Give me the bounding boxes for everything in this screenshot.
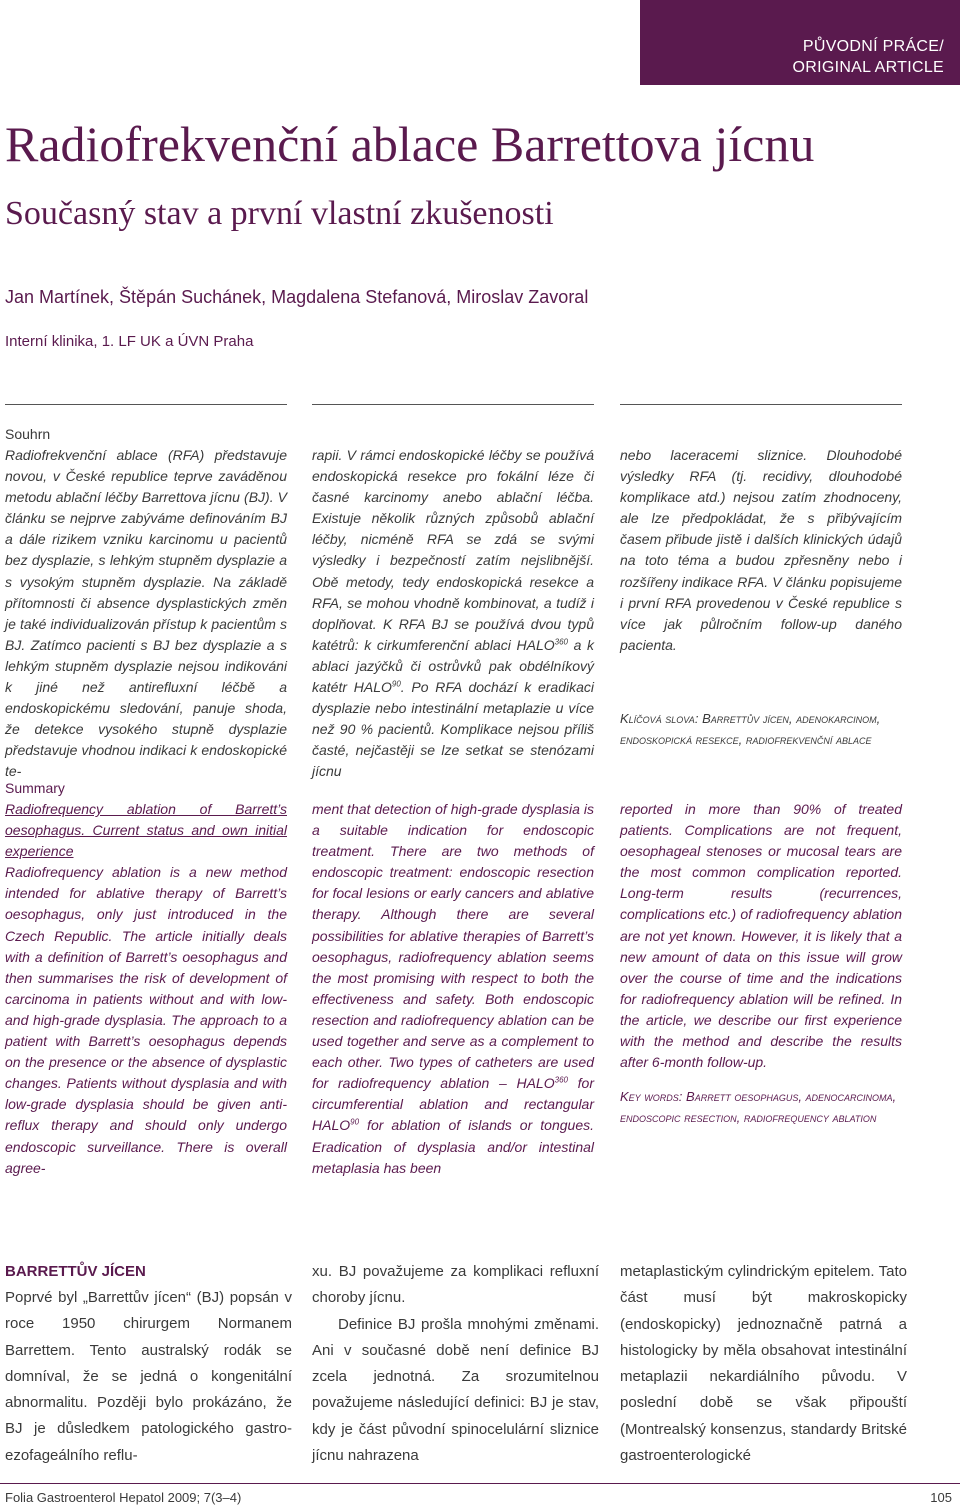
page-footer (0, 1483, 960, 1507)
article-title: Radiofrekvenční ablace Barrettova jícnu (5, 116, 815, 172)
cz-abstract-text-1: Radiofrekvenční ablace (RFA) představuje novou, v České republice teprve zaváděnou metodu ablační léčby Barrettova jícnu (BJ). V článku se nejprve zabýváme definováním BJ a dále rizikem vzniku karcinomu u pacientů bez dysplazie, s lehkým stupněm dysplazie a s vysokým stupněm dysplazie. Na základě přítomnosti či absence dysplastických změn je také individualizován přístup k pacientům s BJ. Zatímco pacienti s BJ bez dysplazie a s lehkým stupněm dysplazie nejsou indikováni k jiné než antirefluxní léčbě a endoskopickému sledování, panuje shoda, že detekce vysokého stupně dysplazie představuje vhodnou indikaci k endoskopické te- (5, 447, 287, 780)
en-keywords-label: Key words: (620, 1089, 683, 1105)
article-type-badge (640, 0, 960, 85)
en-abstract-col-3 (620, 799, 902, 1128)
en-abstract-col-2 (312, 799, 594, 1179)
cz-abstract-heading: Souhrn (5, 426, 51, 442)
column-rule-3 (620, 404, 902, 405)
cz-keywords-list: Barrettův jícen, adenokarcinom, endoskopická resekce, radiofrekvenční ablace (620, 710, 881, 747)
en-abstract-heading: Summary (5, 780, 65, 796)
en-abstract-text-3: reported in more than 90% of treated patients. Complications are not frequent, oesophageal stenoses or mucosal tears are the most common complication reported. Long-term results (recurrences, complications etc.) of radiofrequency ablation are not yet known. However, it is likely that a new amount of data on this issue will grow over the course of time and the indications for radiofrequency ablation will be refined. In the article, we describe our first experience with the method and describe the results after 6-month follow-up. (620, 801, 902, 1071)
body-text-3: metaplastickým cylindrickým epitelem. Tato část musí být makroskopicky (endoskopicky) jednoznačně patrná a histologicky by měla obsahovat intestinální metaplazii nekardiálního původu. V poslední době se však připouští (Montrealský konsenzus, standardy Britské gastroenterologické (620, 1263, 907, 1465)
column-rule-1 (5, 404, 287, 405)
cz-keywords (620, 708, 902, 750)
cz-abstract-text-2: rapii. V rámci endoskopické léčby se používá endoskopická resekce pro fokální léze či časné karcinomy anebo ablační léčba. Existuje několik různých způsobů ablační léčby, nicméně RFA se zdá se svými výsledky i bezpečností zatím nejslibnější. Obě metody, tedy endoskopická resekce a RFA, se mohou vhodně kombinovat, a tudíž i doplňovat. K RFA BJ se používá dvou typů katétrů: k cirkumferenční ablaci HALO$^{360}$ a k ablaci jazýčků či ostrůvků pak obdélníkový katétr HALO$^{90}$. Po RFA dochází k eradikaci dysplazie nebo intestinální metaplazie u více než 90 % pacientů. Komplikace nejsou příliš časté, nejčastěji se lze setkat se stenózami jícnu (312, 447, 595, 780)
journal-citation: Folia Gastroenterol Hepatol 2009; 7(3–4) (5, 1490, 242, 1505)
cz-abstract-col-2 (312, 445, 594, 783)
section-heading: BARRETTŮV JÍCEN (5, 1263, 146, 1280)
en-abstract-title: Radiofrequency ablation of Barrett’s oesophagus. Current status and own initial experience (5, 801, 287, 860)
body-col-1 (5, 1259, 292, 1469)
column-rule-2 (312, 404, 594, 405)
en-abstract-text-2: ment that detection of high-grade dysplasia is a suitable indication for endoscopic treatment. There are two methods of endoscopic treatment: endoscopic resection for focal lesions or early cancers and ablative therapy. Although there are several possibilities for ablative therapies of Barrett’s oesophagus, radiofrequency ablation seems the most promising with respect to both the effectiveness and safety. Both endoscopic resection and radiofrequency ablation can be used together and serve as a complement to each other. Two types of catheters are used for radiofrequency ablation – HALO$^{360}$ for circumferential ablation and rectangular HALO$^{90}$ for ablation of islands or tongues. Eradication of dysplasia and/or intestinal metaplasia has been (312, 801, 594, 1176)
en-keywords-list: Barrett oesophagus, adenocarcinoma, endoscopic resection, radiofrequency ablation (620, 1089, 897, 1126)
en-abstract-col-1 (5, 778, 287, 1179)
body-text-1: Poprvé byl „Barrettův jícen“ (BJ) popsán v roce 1950 chirurgem Normanem Barrettem. Tento australský rodák se domníval, že se jedná o kongenitální abnormalitu. Později bylo prokázáno, že BJ je důsledkem patologického gastro-ezofageálního reflu- (5, 1289, 292, 1464)
author-list: Jan Martínek, Štěpán Suchánek, Magdalena Stefanová, Miroslav Zavoral (5, 287, 589, 307)
article-type-line-1: PŮVODNÍ PRÁCE/ (802, 38, 944, 55)
body-col-2 (312, 1259, 599, 1469)
en-abstract-text-1: Radiofrequency ablation is a new method intended for ablative therapy of Barrett’s oesophagus, only just introduced in the Czech Republic. The article initially deals with a definition of Barrett’s oesophagus and then summarises the risk of development of carcinoma in patients without and with low- and high-grade dysplasia. The approach to a patient with Barrett’s oesophagus depends on the presence or the absence of dysplastic changes. Patients without dysplasia and with low-grade dysplasia should be given anti-reflux therapy and should only undergo endoscopic surveillance. There is overall agree- (5, 864, 287, 1176)
body-text-2a: xu. BJ považujeme za komplikaci refluxní choroby jícnu. (312, 1263, 599, 1307)
cz-keywords-label: Klíčová slova: (620, 710, 699, 726)
body-col-3 (620, 1259, 907, 1469)
page-number: 105 (930, 1490, 952, 1505)
cz-abstract-col-3 (620, 445, 902, 750)
cz-abstract-col-1 (5, 424, 287, 783)
article-subtitle: Současný stav a první vlastní zkušenosti (5, 195, 554, 232)
affiliation: Interní klinika, 1. LF UK a ÚVN Praha (5, 333, 254, 350)
en-keywords (620, 1086, 902, 1128)
article-type-line-2: ORIGINAL ARTICLE (792, 59, 944, 76)
cz-abstract-text-3: nebo laceracemi sliznice. Dlouhodobé výsledky RFA (tj. recidivy, dlouhodobé komplikace atd.) nejsou zatím zhodnoceny, ale lze předpokládat, že s přibývajícím časem přibude jistě i dalších klinických údajů na toto téma a budou zpřesněny nebo i rozšířeny indikace RFA. V článku popisujeme i první RFA provedenou v České republice s více jak půlročním follow-up daného pacienta. (620, 447, 902, 653)
body-text-2b: Definice BJ prošla mnohými změnami. Ani v současné době není definice BJ zcela jednotná. Za srozumitelnou považujeme následující definici: BJ je stav, kdy je část původní spinocelulární sliznice jícnu nahrazena (312, 1315, 599, 1465)
